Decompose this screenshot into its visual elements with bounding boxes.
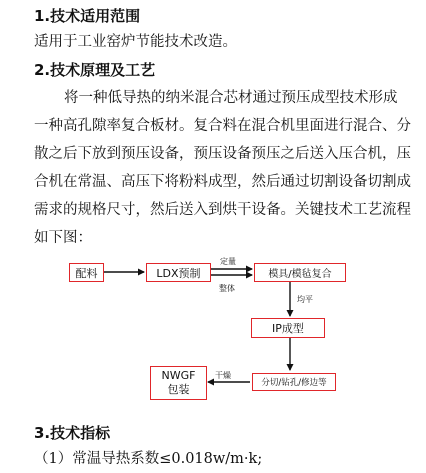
body-line-4: 合机在常温、高压下将粉料成型，然后通过切割设备切割成: [34, 174, 411, 190]
label-junping: 均平: [297, 295, 313, 304]
box-ldx-prefab: LDX预制: [146, 263, 211, 282]
body-line-1: 将一种低导热的纳米混合芯材通过预压成型技术形成: [64, 90, 398, 106]
body-line-3: 散之后下放到预压设备，预压设备预压之后送入压合机，压: [34, 146, 411, 162]
section-1-text: 适用于工业窑炉节能技术改造。: [34, 34, 237, 50]
box-nwgf-packaging: [150, 366, 207, 400]
label-ganzao: 干燥: [215, 371, 231, 380]
body-line-5: 需求的规格尺寸，然后送入到烘干设备。关键技术工艺流程: [34, 202, 411, 218]
body-line-2: 一种高孔隙率复合板材。复合料在混合机里面进行混合、分: [34, 118, 411, 134]
label-zhengti: 整体: [219, 284, 235, 293]
box-ip-forming: IP成型: [251, 318, 325, 338]
packaging-label: 包装: [167, 383, 190, 396]
label-dingliang: 定量: [220, 257, 236, 266]
section-2-heading: 2.技术原理及工艺: [34, 61, 156, 79]
nwgf-label: NWGF: [161, 369, 196, 382]
section-3-heading: 3.技术指标: [34, 424, 111, 442]
body-line-6: 如下图：: [34, 230, 92, 246]
box-mold-composite: 模具/模毡复合: [254, 263, 346, 282]
box-peiliao: 配料: [69, 263, 104, 282]
box-cutting: 分切/钻孔/修边等: [252, 373, 336, 391]
section-1-heading: 1.技术适用范围: [34, 7, 141, 25]
section-3-item-1: （1）常温导热系数≤0.018w/m·k;: [34, 451, 263, 467]
